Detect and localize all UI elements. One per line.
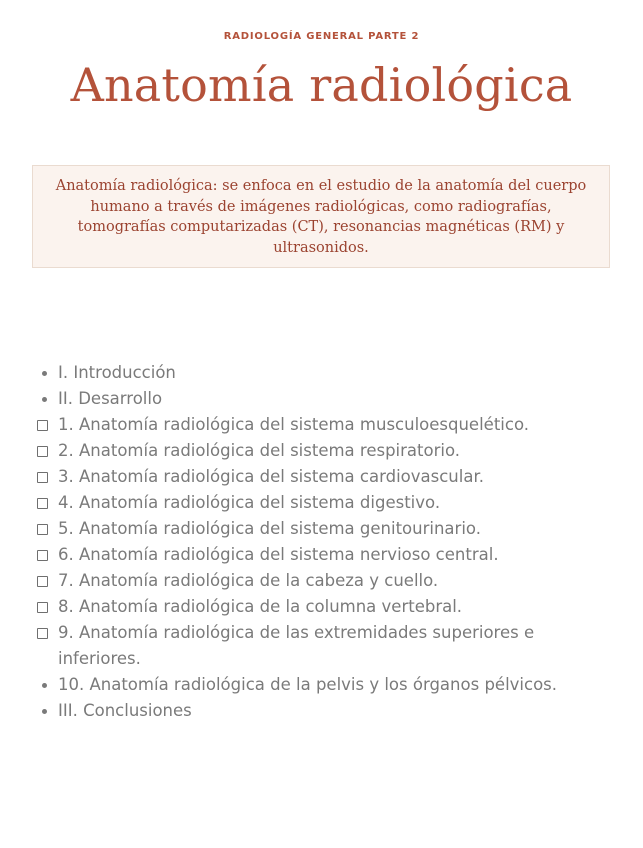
list-item-text: III. Conclusiones bbox=[58, 701, 192, 720]
list-item-text: 9. Anatomía radiológica de las extremidades superiores e inferiores. bbox=[58, 623, 535, 668]
list-item bbox=[36, 464, 616, 490]
list-item-text: 1. Anatomía radiológica del sistema musculoesquelético. bbox=[58, 415, 529, 434]
list-item bbox=[36, 386, 616, 412]
list-item-text: 10. Anatomía radiológica de la pelvis y los órganos pélvicos. bbox=[58, 675, 558, 694]
list-item bbox=[36, 594, 616, 620]
list-item-text: I. Introducción bbox=[58, 363, 176, 382]
checkbox-icon[interactable] bbox=[36, 620, 58, 646]
list-item bbox=[36, 672, 616, 698]
list-item bbox=[36, 542, 616, 568]
bullet-icon bbox=[36, 386, 58, 412]
list-item bbox=[36, 620, 616, 672]
checkbox-icon[interactable] bbox=[36, 516, 58, 542]
checkbox-icon[interactable] bbox=[36, 542, 58, 568]
list-item-text: 3. Anatomía radiológica del sistema cardiovascular. bbox=[58, 467, 484, 486]
list-item bbox=[36, 490, 616, 516]
list-item-text: 8. Anatomía radiológica de la columna vertebral. bbox=[58, 597, 463, 616]
list-item-text: 4. Anatomía radiológica del sistema digestivo. bbox=[58, 493, 441, 512]
list-item-text: 5. Anatomía radiológica del sistema genitourinario. bbox=[58, 519, 481, 538]
checkbox-icon[interactable] bbox=[36, 568, 58, 594]
document-kicker: RADIOLOGÍA GENERAL PARTE 2 bbox=[223, 31, 420, 42]
bullet-icon bbox=[36, 360, 58, 386]
summary-text: Anatomía radiológica: se enfoca en el estudio de la anatomía del cuerpo humano a través de imágenes radiológicas, como radiografías, tomografías computarizadas (CT), resonancias magnéticas (RM) y ultrasonidos. bbox=[55, 178, 587, 256]
list-item-text: 7. Anatomía radiológica de la cabeza y cuello. bbox=[58, 571, 439, 590]
list-item-text: 2. Anatomía radiológica del sistema respiratorio. bbox=[58, 441, 461, 460]
bullet-icon bbox=[36, 698, 58, 724]
list-item bbox=[36, 698, 616, 724]
checkbox-icon[interactable] bbox=[36, 438, 58, 464]
bullet-icon bbox=[36, 672, 58, 698]
checkbox-icon[interactable] bbox=[36, 490, 58, 516]
list-item bbox=[36, 360, 616, 386]
list-item-text: 6. Anatomía radiológica del sistema nervioso central. bbox=[58, 545, 499, 564]
checkbox-icon[interactable] bbox=[36, 464, 58, 490]
summary-callout bbox=[32, 165, 610, 268]
list-item bbox=[36, 438, 616, 464]
page-title: Anatomía radiológica bbox=[70, 58, 573, 112]
outline-list bbox=[36, 360, 616, 724]
list-item bbox=[36, 516, 616, 542]
list-item-text: II. Desarrollo bbox=[58, 389, 163, 408]
checkbox-icon[interactable] bbox=[36, 594, 58, 620]
checkbox-icon[interactable] bbox=[36, 412, 58, 438]
list-item bbox=[36, 568, 616, 594]
list-item bbox=[36, 412, 616, 438]
